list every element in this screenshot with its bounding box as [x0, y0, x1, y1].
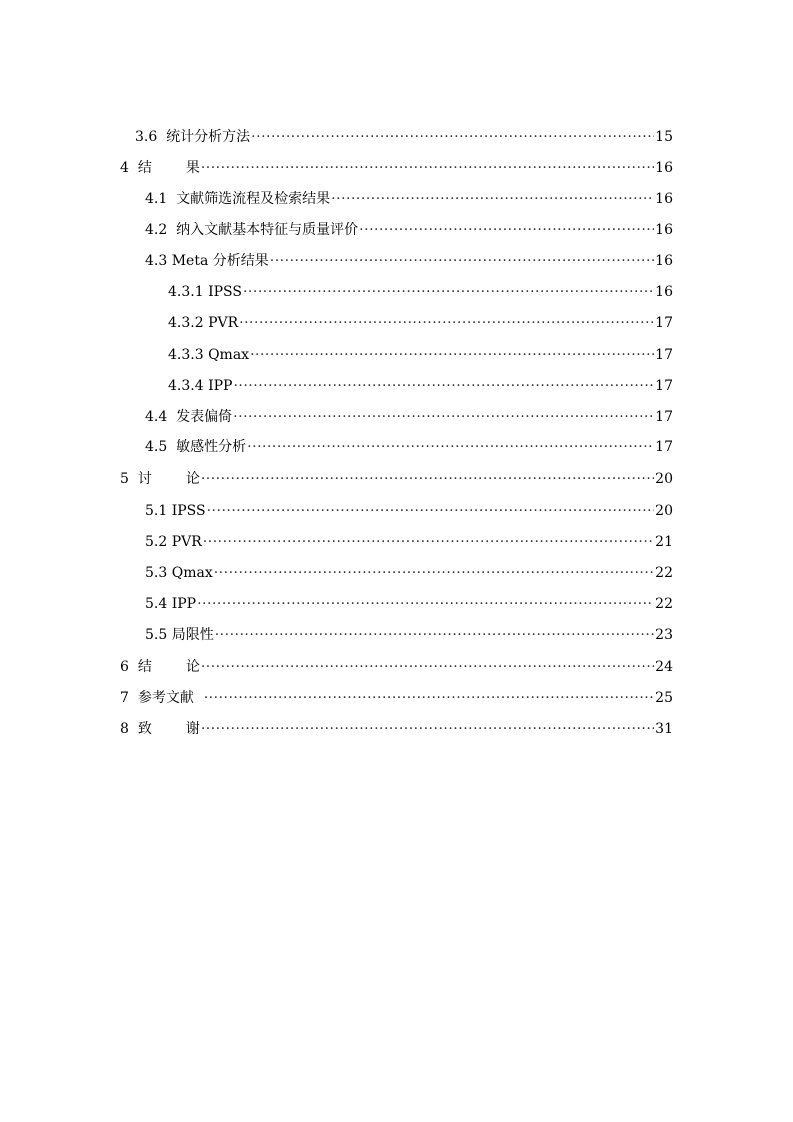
toc-entry-label: 7 参考文献 [120, 690, 194, 706]
dot-leader [250, 344, 654, 366]
toc-entry-8[interactable] [120, 718, 673, 740]
toc-entry-label: 6 结 论 [120, 659, 200, 675]
toc-entry-5-1[interactable] [145, 500, 673, 522]
toc-entry-4-3[interactable] [145, 250, 673, 272]
toc-entry-4-2[interactable] [145, 219, 673, 241]
toc-page-number: 20 [655, 471, 673, 487]
toc-page-number: 17 [655, 439, 673, 455]
dot-leader [201, 468, 654, 490]
toc-entry-label: 4.3.1 IPSS [168, 284, 242, 300]
toc-page-number: 16 [655, 191, 673, 207]
dot-leader [201, 718, 654, 740]
toc-entry-label: 5.4 IPP [145, 596, 197, 612]
dot-leader [239, 312, 654, 334]
toc-entry-label: 5.5 局限性 [145, 627, 214, 643]
toc-entry-4-3-3[interactable] [168, 344, 673, 366]
dot-leader [331, 188, 654, 210]
dot-leader [201, 656, 654, 678]
toc-entry-label: 4.3.3 Qmax [168, 347, 250, 363]
dot-leader [197, 593, 654, 615]
toc-entry-3-6[interactable] [135, 126, 673, 148]
toc-page-number: 17 [655, 347, 673, 363]
toc-entry-4-4[interactable] [145, 406, 673, 428]
toc-entry-6[interactable] [120, 656, 673, 678]
toc-entry-label: 4 结 果 [120, 160, 200, 176]
toc-page-number: 31 [655, 721, 673, 737]
dot-leader [201, 157, 654, 179]
toc-entry-4-5[interactable] [145, 436, 673, 458]
toc-page-number: 17 [655, 315, 673, 331]
toc-page-number: 16 [655, 284, 673, 300]
toc-entry-label: 4.3.4 IPP [168, 378, 233, 394]
toc-entry-4[interactable] [120, 157, 673, 179]
dot-leader [251, 126, 654, 148]
toc-page-number: 16 [655, 253, 673, 269]
toc-page-number: 16 [655, 222, 673, 238]
toc-entry-label: 5.2 PVR [145, 534, 202, 550]
toc-entry-label: 4.1 文献筛选流程及检索结果 [145, 191, 331, 207]
dot-leader [215, 624, 654, 646]
toc-entry-5-4[interactable] [145, 593, 673, 615]
toc-page-number: 17 [655, 378, 673, 394]
toc-page-number: 25 [655, 690, 673, 706]
toc-entry-4-3-1[interactable] [168, 281, 673, 303]
dot-leader [204, 687, 654, 709]
toc-entry-label: 4.2 纳入文献基本特征与质量评价 [145, 222, 359, 238]
toc-page-number: 15 [655, 129, 673, 145]
toc-entry-label: 5 讨 论 [120, 471, 200, 487]
toc-entry-label: 4.5 敏感性分析 [145, 439, 247, 455]
toc-entry-5[interactable] [120, 468, 673, 490]
toc-entry-7[interactable] [120, 687, 673, 709]
toc-page-number: 17 [655, 409, 673, 425]
toc-page-number: 22 [655, 596, 673, 612]
dot-leader [270, 250, 654, 272]
dot-leader [233, 375, 654, 397]
toc-page-number: 21 [655, 534, 673, 550]
toc-entry-label: 4.3.2 PVR [168, 315, 239, 331]
toc-entry-label: 5.3 Qmax [145, 565, 213, 581]
toc-page-number: 24 [655, 659, 673, 675]
dot-leader [203, 531, 654, 553]
dot-leader [233, 406, 654, 428]
toc-entry-label: 5.1 IPSS [145, 503, 206, 519]
dot-leader [359, 219, 654, 241]
toc-page-number: 22 [655, 565, 673, 581]
toc-entry-5-5[interactable] [145, 624, 673, 646]
dot-leader [247, 436, 654, 458]
dot-leader [243, 281, 654, 303]
toc-entry-5-3[interactable] [145, 562, 673, 584]
toc-entry-4-3-4[interactable] [168, 375, 673, 397]
toc-page-number: 23 [655, 627, 673, 643]
toc-page-number: 16 [655, 160, 673, 176]
toc-entry-5-2[interactable] [145, 531, 673, 553]
dot-leader [214, 562, 654, 584]
toc-entry-label: 4.4 发表偏倚 [145, 409, 233, 425]
dot-leader [207, 500, 655, 522]
toc-entry-label: 3.6 统计分析方法 [135, 129, 251, 145]
toc-entry-4-1[interactable] [145, 188, 673, 210]
toc-entry-label: 8 致 谢 [120, 721, 200, 737]
toc-page-number: 20 [655, 503, 673, 519]
toc-entry-label: 4.3 Meta 分析结果 [145, 253, 269, 269]
toc-entry-4-3-2[interactable] [168, 312, 673, 334]
